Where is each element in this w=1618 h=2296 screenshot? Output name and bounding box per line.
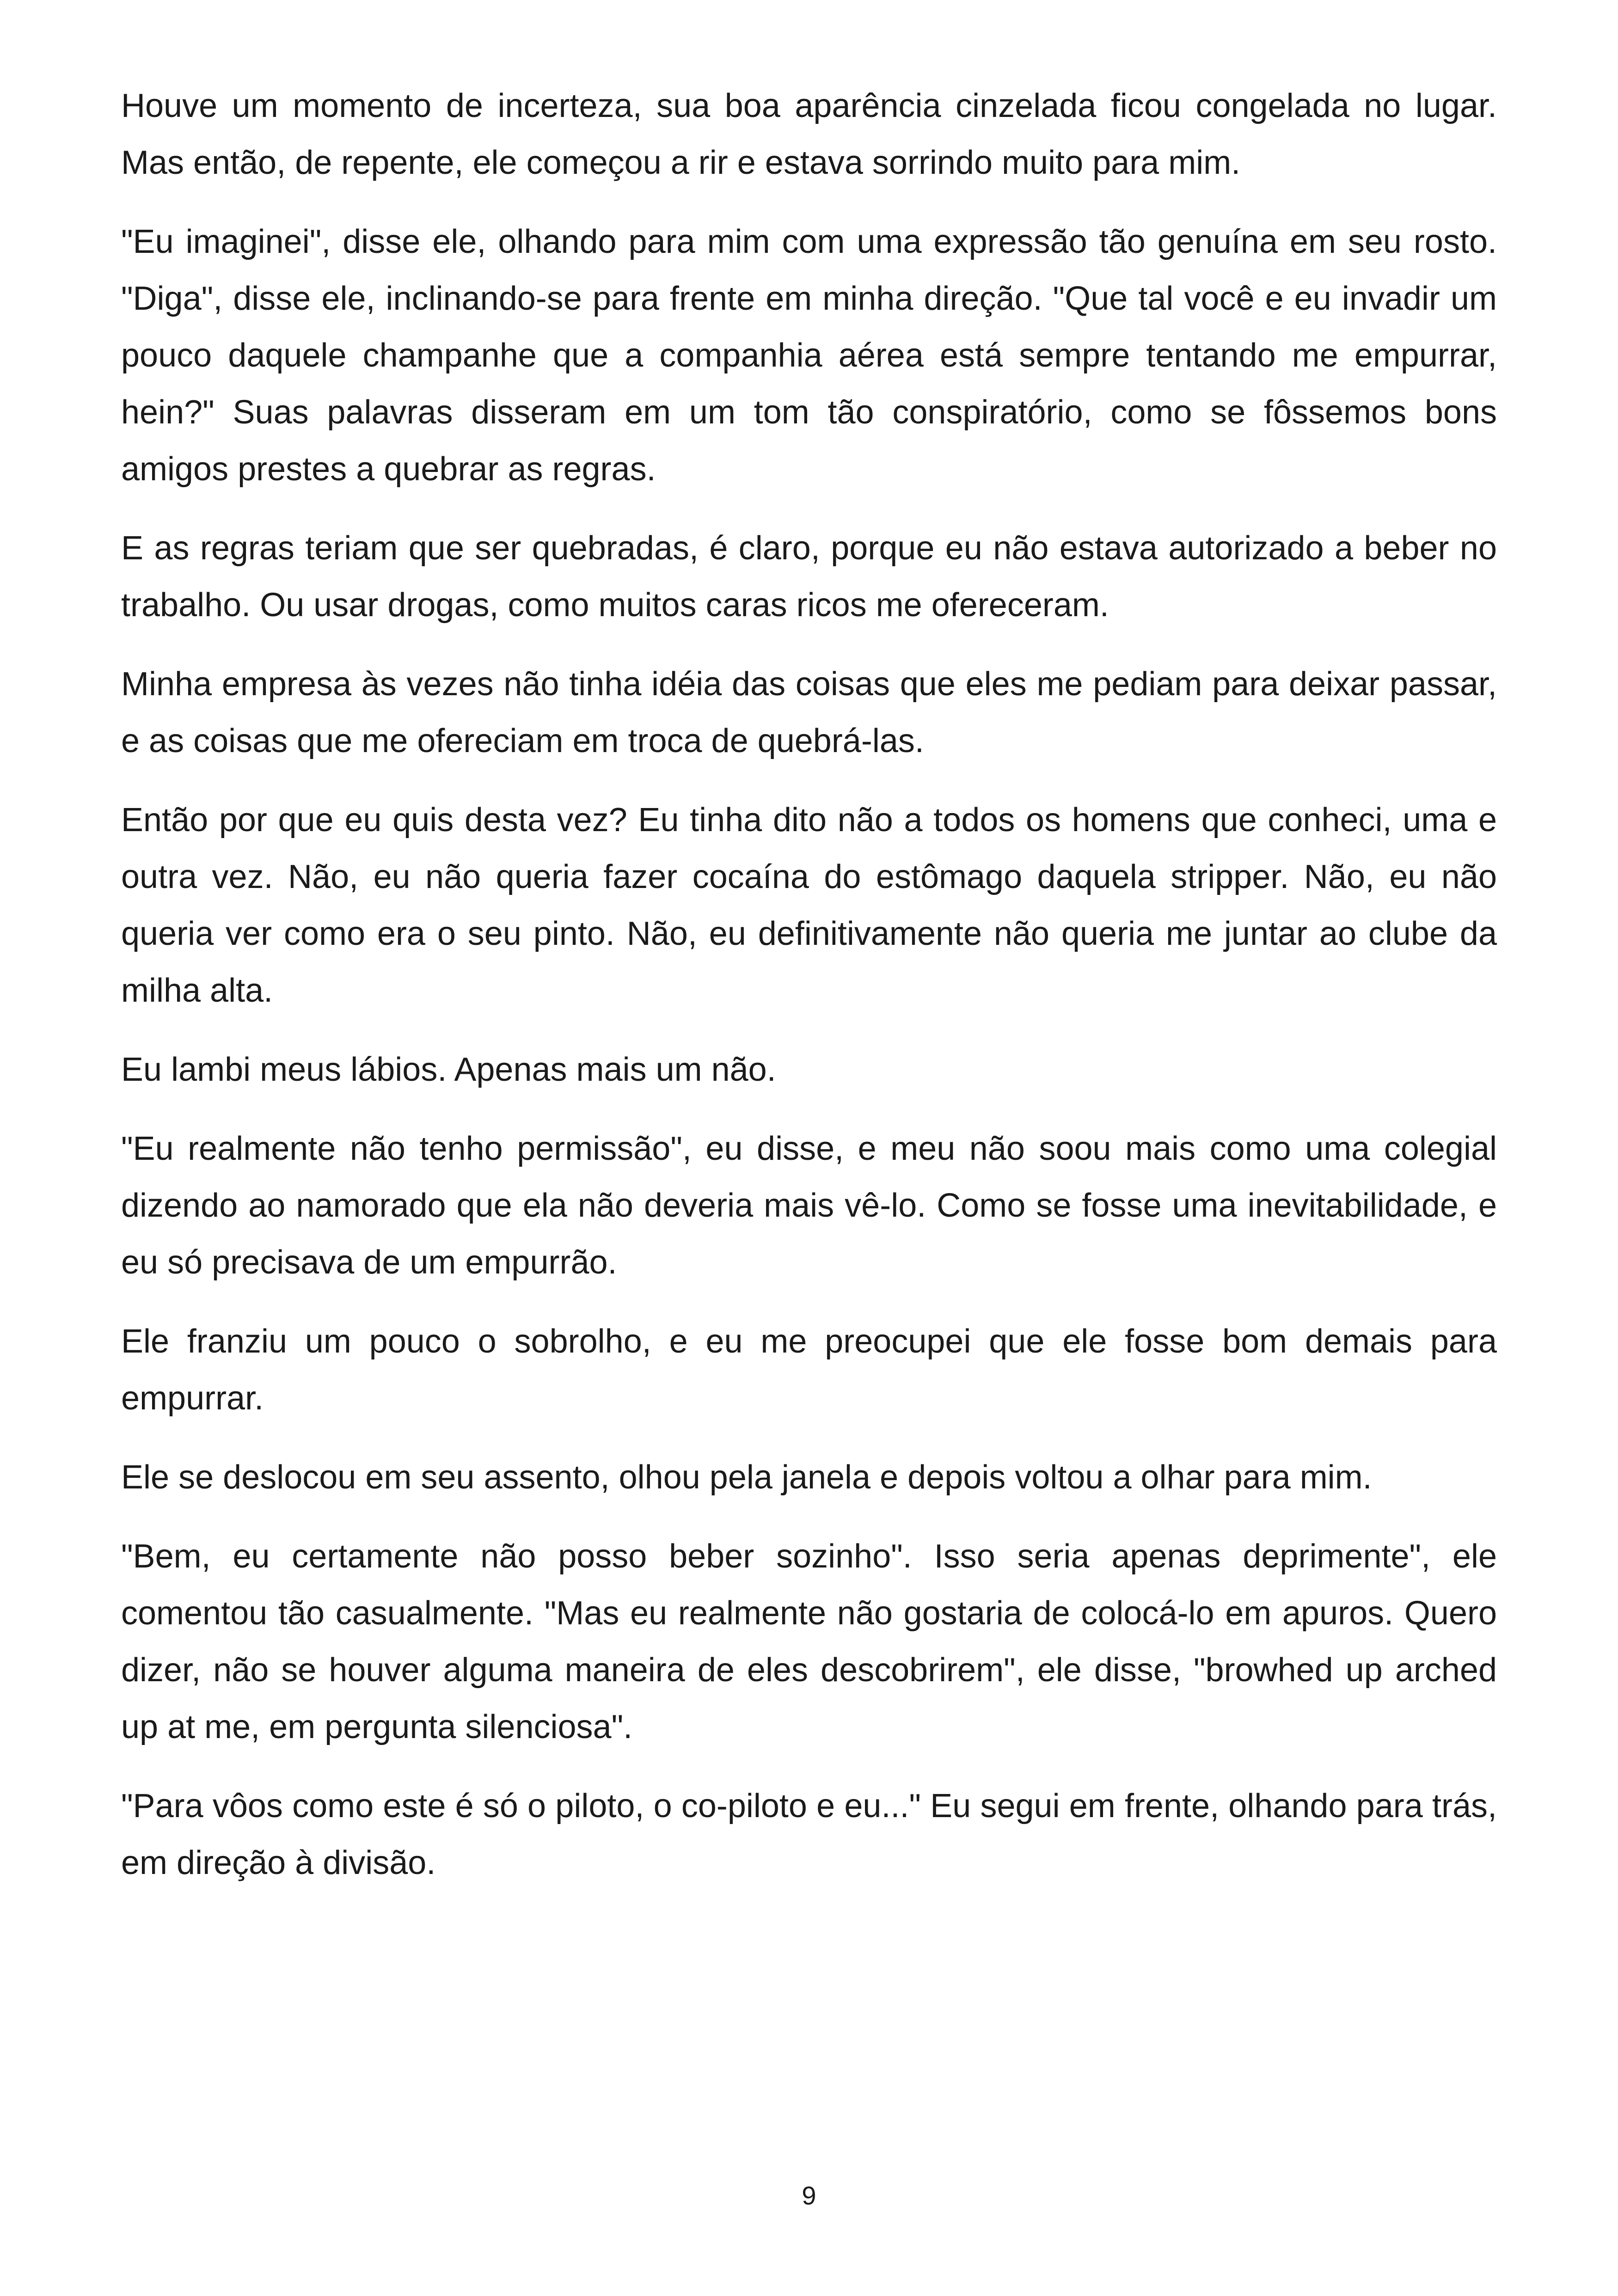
paragraph-7: "Eu realmente não tenho permissão", eu disse, e meu não soou mais como uma colegial dizendo ao namorado que ela não deveria mais vê-lo. Como se fosse uma inevitabilidade, e eu só precisava de um empurrão. (121, 1130, 1497, 1281)
paragraph-5: Então por que eu quis desta vez? Eu tinha dito não a todos os homens que conheci, uma e outra vez. Não, eu não queria fazer cocaína do estômago daquela stripper. Não, eu não queria ver como era o seu pinto. Não, eu definitivamente não queria me juntar ao clube da milha alta. (121, 802, 1497, 1009)
paragraph-1: Houve um momento de incerteza, sua boa aparência cinzelada ficou congelada no lugar. Mas então, de repente, ele começou a rir e estava sorrindo muito para mim. (121, 87, 1497, 181)
paragraph-3: E as regras teriam que ser quebradas, é claro, porque eu não estava autorizado a beber no trabalho. Ou usar drogas, como muitos caras ricos me ofereceram. (121, 530, 1497, 624)
page-number: 9 (802, 2181, 816, 2210)
paragraph-10: "Bem, eu certamente não posso beber sozinho". Isso seria apenas deprimente", ele comentou tão casualmente. "Mas eu realmente não gostaria de colocá-lo em apuros. Quero dizer, não se houver alguma maneira de eles descobrirem", ele disse, "browhed up arched up at me, em pergunta silenciosa". (121, 1538, 1497, 1745)
paragraph-9: Ele se deslocou em seu assento, olhou pela janela e depois voltou a olhar para mim. (121, 1459, 1372, 1496)
paragraph-4: Minha empresa às vezes não tinha idéia das coisas que eles me pediam para deixar passar, e as coisas que me ofereciam em troca de quebrá-las. (121, 666, 1497, 759)
paragraph-2: "Eu imaginei", disse ele, olhando para mim com uma expressão tão genuína em seu rosto. "Diga", disse ele, inclinando-se para frente em minha direção. "Que tal você e eu invadir um pouco daquele champanhe que a companhia aérea está sempre tentando me empurrar, hein?" Suas palavras disseram em um tom tão conspiratório, como se fôssemos bons amigos prestes a quebrar as regras. (121, 223, 1497, 488)
paragraph-11: "Para vôos como este é só o piloto, o co-piloto e eu..." Eu segui em frente, olhando para trás, em direção à divisão. (121, 1788, 1497, 1881)
body-text (121, 78, 1497, 1914)
paragraph-6: Eu lambi meus lábios. Apenas mais um não. (121, 1051, 776, 1088)
paragraph-8: Ele franziu um pouco o sobrolho, e eu me preocupei que ele fosse bom demais para empurrar. (121, 1323, 1497, 1417)
